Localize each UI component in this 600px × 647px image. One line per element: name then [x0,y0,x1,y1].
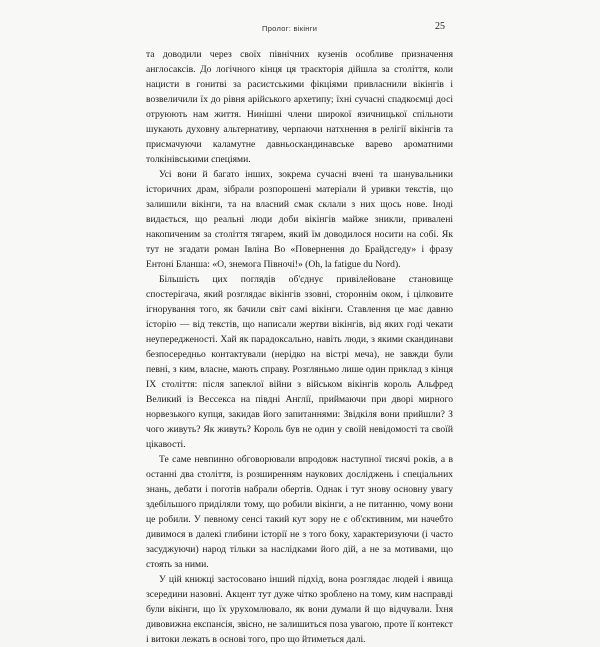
paragraph-1: та доводили через своїх північних кузенів особливе призначення англосаксів. До логічного кінця ця траєкторія дійшла за століття, коли нацисти в гонитві за расистськими фікціями привласнили вікінгів і возвеличили їх до рівня арійського архетипу; їхні сучасні спадкоємці досі отруюють нам життя. Нинішні члени широкої язичницької спільноти шукають духовну альтернативу, черпаючи натхнення в релігії вікінгів та присмачуючи каламутне давньоскандинавське варево ароматними толкінівськими спеціями. [146,49,453,165]
paragraph-4: Те саме невпинно обговорювали впродовж наступної тисячі років, а в останні два століття, із розширенням наукових досліджень і спеціальних знань, дебати і поготів набрали обертів. Однак і тут знову основну увагу здебільшого приділяли тому, що робили вікінги, а не питанню, чому вони це робили. У певному сенсі такий кут зору не є об'єктивним, ми начебто дивимося в далекі глибини історії не з того боку, характеризуючи (і часто засуджуючи) народ тільки за наслідками його дій, а не за мотивами, що стоять за ними. [146,454,453,570]
paragraph-5: У цій книжці застосовано інший підхід, вона розглядає людей і явища зсередини назовні. Акцент тут дуже чітко зроблено на тому, ким насправді були вікінги, що їх урухомлювало, як вони думали й що відчували. Їхня дивовижна експансія, звісно, не залишиться поза увагою, проте її контекст і витоки лежать в основі того, про що йтиметься далі. [146,574,453,645]
page-number: 25 [435,21,445,32]
paragraph-3: Більшість цих поглядів об'єднує привілейоване становище спостерігача, який розглядає вікінгів ззовні, стороннім оком, і цілковите ігнорування того, як бачили світ самі вікінги. Ставлення це має давню історію — від текстів, що написали жертви вікінгів, від яких годі чекати неупередженості. Хай як парадоксально, навіть люди, з якими скандинави безпосередньо контактували (нерідко на вістрі меча), не завжди були певні, з ким, власне, мають справу. Розгляньмо лише один приклад з кінця IX століття: після запеклої війни з військом вікінгів король Альфред Великий із Вессекса на півдні Англії, приймаючи при дворі мирного норвезького купця, закидав його запитаннями: Звідкіля вони прийшли? З чого живуть? Як живуть? Король був не один у своїй невідомості та своїй цікавості. [146,274,453,450]
body-text [146,47,453,647]
paragraph-2: Усі вони й багато інших, зокрема сучасні вчені та шанувальники історичних драм, зібрали розпорошені матеріали й уривки текстів, що залишили вікінги, та на власний смак склали з них щось нове. Іноді видається, що реальні люди доби вікінгів майже зникли, привалені накопиченим за століття тягарем, який їм доводилося носити на собі. Як тут не згадати роман Івліна Во «Повернення до Брайдсгеду» і фразу Ентоні Бланша: «О, знемога Півночі!» (Oh, la fatigue du Nord). [146,169,453,270]
running-head: Пролог: вікінги [262,24,318,33]
